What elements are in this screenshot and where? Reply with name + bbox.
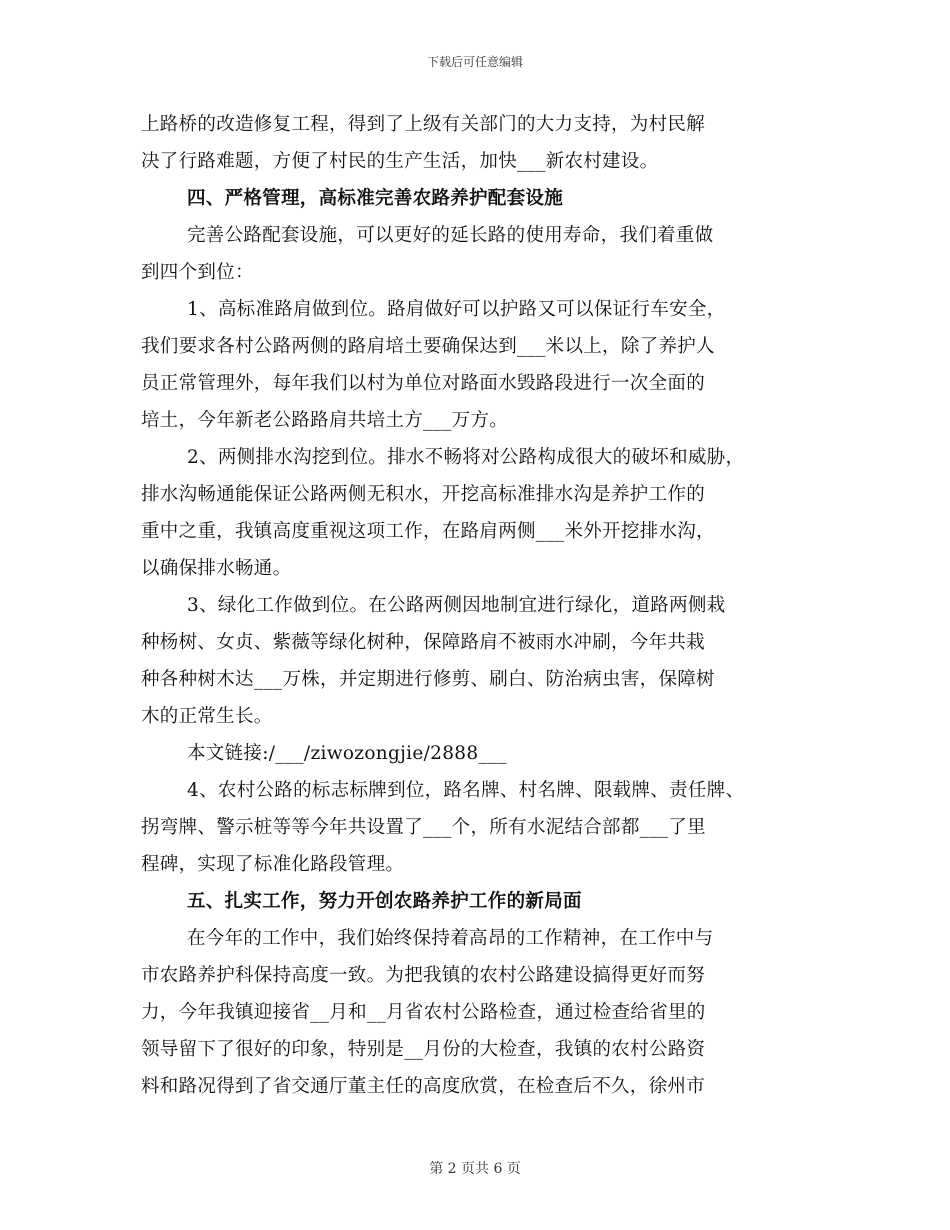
paragraph-line: 排水沟畅通能保证公路两侧无积水，开挖高标准排水沟是养护工作的 (141, 484, 706, 505)
page-footer: 第 2 页共 6 页 (429, 1161, 521, 1177)
paragraph-line: 4、农村公路的标志标牌到位，路名牌、村名牌、限载牌、责任牌、 (187, 780, 745, 801)
paragraph-line: 2、两侧排水沟挖到位。排水不畅将对公路构成很大的破坏和威胁， (187, 447, 745, 468)
paragraph-line: 力，今年我镇迎接省__月和__月省农村公路检查，通过检查给省里的 (141, 1002, 706, 1023)
paragraph-line: 培土，今年新老公路路肩共培土方___万方。 (141, 410, 509, 431)
paragraph-line: 拐弯牌、警示桩等等今年共设置了___个，所有水泥结合部都___了里 (141, 817, 706, 838)
document-body (141, 106, 811, 1105)
paragraph-line: 3、绿化工作做到位。在公路两侧因地制宜进行绿化，道路两侧栽 (187, 595, 726, 616)
paragraph-line: 领导留下了很好的印象，特别是__月份的大检查，我镇的农村公路资 (141, 1039, 706, 1060)
page-header: 下载后可任意编辑 (426, 55, 523, 69)
paragraph-line: 料和路况得到了省交通厅董主任的高度欣赏，在检查后不久，徐州市 (141, 1076, 706, 1097)
paragraph-line: 到四个到位： (141, 262, 254, 283)
paragraph-line: 完善公路配套设施，可以更好的延长路的使用寿命，我们着重做 (187, 225, 714, 246)
paragraph-line: 种各种树木达___万株，并定期进行修剪、刷白、防治病虫害，保障树 (141, 669, 715, 690)
paragraph-line: 程碑，实现了标准化路段管理。 (141, 854, 405, 875)
paragraph-line: 以确保排水畅通。 (141, 558, 292, 579)
paragraph-line: 在今年的工作中，我们始终保持着高昂的工作精神，在工作中与 (187, 928, 714, 949)
section-heading: 五、扎实工作，努力开创农路养护工作的新局面 (187, 891, 582, 912)
paragraph-line: 重中之重，我镇高度重视这项工作，在路肩两侧___米外开挖排水沟， (141, 521, 715, 542)
paragraph-line: 市农路养护科保持高度一致。为把我镇的农村公路建设搞得更好而努 (141, 965, 706, 986)
paragraph-line: 员正常管理外，每年我们以村为单位对路面水毁路段进行一次全面的 (141, 373, 706, 394)
paragraph-line: 上路桥的改造修复工程，得到了上级有关部门的大力支持，为村民解 (141, 114, 706, 135)
paragraph-line: 种杨树、女贞、紫薇等绿化树种，保障路肩不被雨水冲刷，今年共栽 (141, 632, 706, 653)
paragraph-line: 1、高标准路肩做到位。路肩做好可以护路又可以保证行车安全， (187, 299, 726, 320)
paragraph-line: 决了行路难题，方便了村民的生产生活，加快___新农村建设。 (141, 151, 659, 172)
article-link-line: 本文链接:/___/ziwozongjie/2888___ (187, 743, 508, 764)
paragraph-line: 木的正常生长。 (141, 706, 273, 727)
section-heading: 四、严格管理，高标准完善农路养护配套设施 (187, 188, 564, 209)
paragraph-line: 我们要求各村公路两侧的路肩培土要确保达到___米以上，除了养护人 (141, 336, 715, 357)
